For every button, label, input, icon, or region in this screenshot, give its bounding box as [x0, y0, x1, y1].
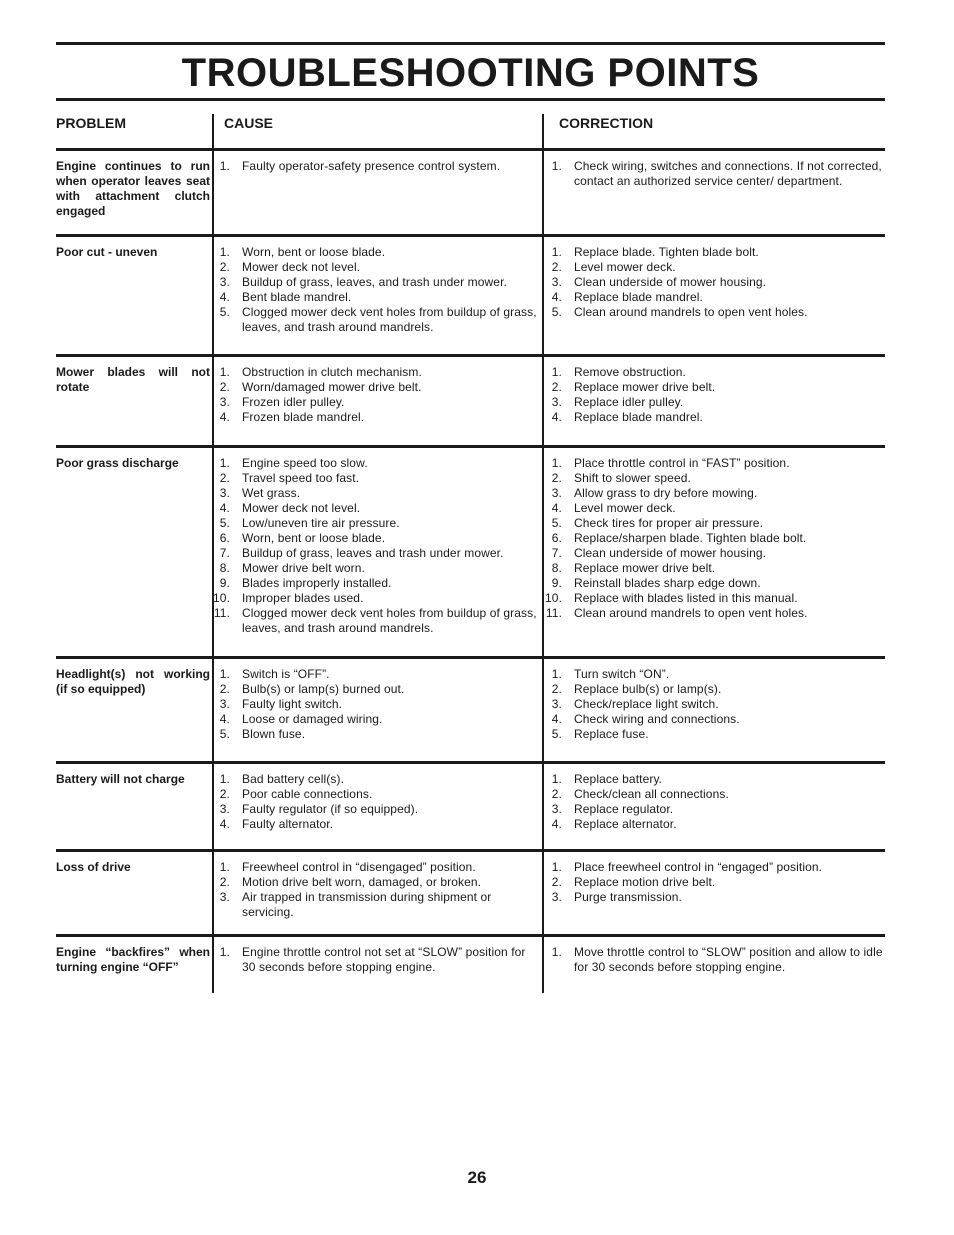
cause-item-text: Worn, bent or loose blade. [242, 531, 386, 545]
table-row [56, 659, 885, 761]
cause-item-text: Faulty alternator. [242, 817, 334, 831]
correction-item-text: Replace with blades listed in this manual. [574, 591, 798, 605]
correction-item-number: 3. [551, 486, 562, 500]
cause-item-number: 1. [219, 945, 230, 959]
cause-item [208, 260, 542, 275]
correction-list [540, 245, 885, 320]
cause-item [208, 697, 542, 712]
problem-text: Loss of drive [56, 860, 131, 874]
cause-item-number: 3. [219, 697, 230, 711]
correction-item-text: Replace mower drive belt. [574, 561, 716, 575]
problem-cell [56, 357, 212, 445]
cause-cell [212, 237, 542, 354]
correction-item [540, 260, 885, 275]
table-row [56, 151, 885, 234]
correction-cell [542, 357, 885, 445]
cause-item [208, 860, 542, 875]
cause-list [208, 667, 542, 742]
cause-item [208, 727, 542, 742]
cause-item [208, 606, 542, 636]
cause-item-number: 3. [219, 890, 230, 904]
cause-item-text: Bulb(s) or lamp(s) burned out. [242, 682, 405, 696]
correction-item-text: Replace alternator. [574, 817, 677, 831]
correction-item-text: Replace battery. [574, 772, 663, 786]
correction-item-number: 1. [551, 860, 562, 874]
correction-item-text: Place throttle control in “FAST” position. [574, 456, 790, 470]
cause-item-number: 6. [219, 531, 230, 545]
correction-item-number: 1. [551, 159, 562, 173]
correction-item [540, 945, 885, 975]
problem-text: Headlight(s) not working (if so equipped) [56, 667, 210, 696]
cause-item-text: Poor cable connections. [242, 787, 373, 801]
cause-item-number: 2. [219, 875, 230, 889]
correction-item-text: Replace fuse. [574, 727, 649, 741]
correction-item-number: 4. [551, 290, 562, 304]
page-number: 26 [467, 1168, 487, 1187]
cause-item-text: Worn, bent or loose blade. [242, 245, 386, 259]
cause-item-number: 1. [219, 456, 230, 470]
correction-list [540, 772, 885, 832]
cause-cell [212, 764, 542, 849]
cause-item-text: Buildup of grass, leaves and trash under mower. [242, 546, 504, 560]
table-header [56, 114, 885, 148]
cause-item-text: Frozen blade mandrel. [242, 410, 365, 424]
correction-item [540, 365, 885, 380]
cause-item-number: 3. [219, 275, 230, 289]
correction-cell [542, 852, 885, 934]
cause-cell [212, 659, 542, 761]
cause-cell [212, 357, 542, 445]
correction-cell [542, 237, 885, 354]
cause-item [208, 546, 542, 561]
correction-item-number: 11. [545, 606, 562, 620]
table-row [56, 357, 885, 445]
correction-item-number: 2. [551, 260, 562, 274]
troubleshooting-table [56, 114, 885, 993]
correction-item-number: 6. [551, 531, 562, 545]
correction-list [540, 945, 885, 975]
correction-item [540, 245, 885, 260]
table-row [56, 237, 885, 354]
correction-item [540, 727, 885, 742]
cause-item-number: 5. [219, 727, 230, 741]
cause-item-number: 5. [219, 305, 230, 319]
cause-item-text: Frozen idler pulley. [242, 395, 345, 409]
correction-item-number: 1. [551, 365, 562, 379]
cause-item-number: 2. [219, 380, 230, 394]
cause-item [208, 516, 542, 531]
cause-item-number: 5. [219, 516, 230, 530]
correction-item [540, 395, 885, 410]
correction-item-number: 1. [551, 772, 562, 786]
table-row [56, 852, 885, 934]
cause-item [208, 365, 542, 380]
correction-item [540, 531, 885, 546]
correction-item-text: Check/replace light switch. [574, 697, 719, 711]
correction-item-number: 5. [551, 305, 562, 319]
correction-item-text: Replace bulb(s) or lamp(s). [574, 682, 722, 696]
correction-cell [542, 937, 885, 993]
correction-item [540, 516, 885, 531]
correction-item-text: Replace mower drive belt. [574, 380, 716, 394]
correction-cell [542, 659, 885, 761]
title-bottom-rule [56, 98, 885, 101]
cause-list [208, 860, 542, 920]
cause-item-number: 4. [219, 712, 230, 726]
cause-cell [212, 852, 542, 934]
problem-text: Engine “backfires” when turning engine “OFF” [56, 945, 210, 974]
correction-item-text: Replace idler pulley. [574, 395, 684, 409]
correction-item-number: 8. [551, 561, 562, 575]
cause-item-number: 4. [219, 817, 230, 831]
problem-text: Battery will not charge [56, 772, 185, 786]
cause-item [208, 471, 542, 486]
correction-item [540, 546, 885, 561]
correction-list [540, 860, 885, 905]
correction-item-text: Turn switch “ON”. [574, 667, 670, 681]
cause-item-text: Loose or damaged wiring. [242, 712, 383, 726]
cause-item [208, 290, 542, 305]
correction-item-number: 3. [551, 395, 562, 409]
cause-item-number: 3. [219, 486, 230, 500]
cause-item [208, 531, 542, 546]
cause-item-text: Mower drive belt worn. [242, 561, 365, 575]
correction-item-number: 1. [551, 667, 562, 681]
correction-list [540, 667, 885, 742]
problem-cell [56, 659, 212, 761]
correction-item-text: Allow grass to dry before mowing. [574, 486, 758, 500]
correction-item [540, 456, 885, 471]
correction-item [540, 697, 885, 712]
cause-item-number: 1. [219, 772, 230, 786]
correction-item-number: 3. [551, 802, 562, 816]
cause-item [208, 772, 542, 787]
correction-item-number: 5. [551, 516, 562, 530]
cause-item-text: Bad battery cell(s). [242, 772, 345, 786]
cause-item-text: Switch is “OFF”. [242, 667, 330, 681]
cause-item-text: Worn/damaged mower drive belt. [242, 380, 422, 394]
cause-item [208, 576, 542, 591]
correction-item-number: 10. [545, 591, 562, 605]
correction-item-number: 2. [551, 787, 562, 801]
correction-item [540, 817, 885, 832]
correction-item-number: 3. [551, 697, 562, 711]
cause-item-number: 11. [213, 606, 230, 620]
cause-item-text: Faulty regulator (if so equipped). [242, 802, 419, 816]
cause-item [208, 486, 542, 501]
correction-cell [542, 151, 885, 234]
correction-item-text: Replace motion drive belt. [574, 875, 716, 889]
cause-item [208, 380, 542, 395]
correction-item [540, 787, 885, 802]
correction-item-text: Clean underside of mower housing. [574, 546, 767, 560]
correction-item-text: Check wiring, switches and connections. If not corrected, contact an authorized service center/ department. [574, 159, 882, 188]
cause-item [208, 945, 542, 975]
correction-cell [542, 764, 885, 849]
cause-cell [212, 448, 542, 656]
cause-item-text: Air trapped in transmission during shipment or servicing. [242, 890, 492, 919]
cause-cell [212, 937, 542, 993]
correction-item [540, 802, 885, 817]
correction-item-text: Level mower deck. [574, 501, 676, 515]
correction-item-number: 1. [551, 945, 562, 959]
correction-item-number: 4. [551, 501, 562, 515]
correction-item-text: Replace/sharpen blade. Tighten blade bolt. [574, 531, 807, 545]
header-problem: PROBLEM [56, 115, 126, 131]
correction-item-number: 1. [551, 245, 562, 259]
correction-item-number: 2. [551, 380, 562, 394]
cause-item-number: 1. [219, 159, 230, 173]
cause-item-number: 9. [219, 576, 230, 590]
correction-item-number: 3. [551, 890, 562, 904]
header-cause: CAUSE [212, 114, 542, 148]
cause-list [208, 772, 542, 832]
cause-item [208, 275, 542, 290]
cause-item [208, 875, 542, 890]
correction-item-text: Replace blade mandrel. [574, 410, 703, 424]
cause-item-text: Improper blades used. [242, 591, 364, 605]
correction-item [540, 305, 885, 320]
problem-cell [56, 764, 212, 849]
problem-cell [56, 448, 212, 656]
cause-item [208, 890, 542, 920]
correction-item [540, 712, 885, 727]
cause-item-number: 2. [219, 260, 230, 274]
problem-cell [56, 237, 212, 354]
correction-item [540, 290, 885, 305]
cause-item-number: 1. [219, 860, 230, 874]
cause-item-text: Freewheel control in “disengaged” position. [242, 860, 476, 874]
cause-item [208, 456, 542, 471]
title-top-rule [56, 42, 885, 45]
cause-item-text: Wet grass. [242, 486, 301, 500]
correction-item-text: Place freewheel control in “engaged” position. [574, 860, 823, 874]
correction-item [540, 410, 885, 425]
cause-item-number: 2. [219, 471, 230, 485]
correction-item [540, 275, 885, 290]
cause-item-number: 2. [219, 682, 230, 696]
correction-item [540, 486, 885, 501]
cause-item-text: Clogged mower deck vent holes from buildup of grass, leaves, and trash around mandrels. [242, 305, 537, 334]
cause-item-text: Mower deck not level. [242, 260, 361, 274]
correction-item [540, 576, 885, 591]
header-correction: CORRECTION [542, 114, 885, 148]
correction-list [540, 456, 885, 621]
correction-item [540, 501, 885, 516]
cause-item [208, 682, 542, 697]
problem-cell [56, 151, 212, 234]
cause-item-text: Blades improperly installed. [242, 576, 392, 590]
cause-cell [212, 151, 542, 234]
cause-item-text: Motion drive belt worn, damaged, or broken. [242, 875, 482, 889]
cause-item [208, 159, 542, 174]
correction-item-text: Check tires for proper air pressure. [574, 516, 764, 530]
cause-item-number: 7. [219, 546, 230, 560]
table-row [56, 448, 885, 656]
cause-item-text: Travel speed too fast. [242, 471, 360, 485]
cause-item-text: Buildup of grass, leaves, and trash under mower. [242, 275, 507, 289]
cause-item-number: 8. [219, 561, 230, 575]
cause-list [208, 159, 542, 174]
cause-item [208, 667, 542, 682]
cause-item [208, 395, 542, 410]
cause-item-number: 3. [219, 395, 230, 409]
correction-item [540, 380, 885, 395]
cause-item [208, 410, 542, 425]
correction-item [540, 890, 885, 905]
correction-item-number: 4. [551, 712, 562, 726]
problem-text: Mower blades will not rotate [56, 365, 210, 394]
correction-item-number: 3. [551, 275, 562, 289]
cause-item [208, 245, 542, 260]
correction-item-text: Move throttle control to “SLOW” position and allow to idle for 30 seconds before stopping engine. [574, 945, 883, 974]
correction-item-text: Clean underside of mower housing. [574, 275, 767, 289]
cause-list [208, 945, 542, 975]
correction-item-number: 4. [551, 410, 562, 424]
correction-item-number: 4. [551, 817, 562, 831]
cause-item-text: Clogged mower deck vent holes from buildup of grass, leaves, and trash around mandrels. [242, 606, 537, 635]
correction-item [540, 471, 885, 486]
cause-item-text: Bent blade mandrel. [242, 290, 352, 304]
correction-cell [542, 448, 885, 656]
correction-item [540, 159, 885, 189]
cause-list [208, 245, 542, 335]
correction-item-number: 9. [551, 576, 562, 590]
correction-item [540, 606, 885, 621]
cause-item-number: 10. [213, 591, 230, 605]
cause-item-text: Low/uneven tire air pressure. [242, 516, 400, 530]
cause-item [208, 787, 542, 802]
cause-item [208, 501, 542, 516]
correction-item [540, 561, 885, 576]
problem-text: Poor grass discharge [56, 456, 179, 470]
correction-item-text: Remove obstruction. [574, 365, 686, 379]
cause-item-number: 2. [219, 787, 230, 801]
cause-item-text: Obstruction in clutch mechanism. [242, 365, 422, 379]
cause-item-number: 1. [219, 667, 230, 681]
correction-item [540, 772, 885, 787]
cause-item-text: Engine throttle control not set at “SLOW” position for 30 seconds before stopping engine. [242, 945, 526, 974]
problem-cell [56, 937, 212, 993]
cause-item-number: 4. [219, 410, 230, 424]
correction-item-number: 1. [551, 456, 562, 470]
correction-list [540, 159, 885, 189]
cause-item [208, 305, 542, 335]
cause-item-number: 4. [219, 501, 230, 515]
correction-item-text: Replace blade mandrel. [574, 290, 703, 304]
cause-item-text: Blown fuse. [242, 727, 306, 741]
correction-item [540, 682, 885, 697]
correction-item [540, 591, 885, 606]
cause-item-number: 1. [219, 245, 230, 259]
cause-item-number: 3. [219, 802, 230, 816]
correction-item-number: 7. [551, 546, 562, 560]
correction-item-text: Clean around mandrels to open vent holes. [574, 606, 808, 620]
correction-item-text: Reinstall blades sharp edge down. [574, 576, 761, 590]
correction-item-text: Level mower deck. [574, 260, 676, 274]
cause-item-text: Faulty light switch. [242, 697, 343, 711]
page-title: TROUBLESHOOTING POINTS [181, 51, 760, 95]
correction-item-text: Replace blade. Tighten blade bolt. [574, 245, 759, 259]
cause-item-number: 1. [219, 365, 230, 379]
correction-item [540, 875, 885, 890]
cause-item [208, 712, 542, 727]
problem-text: Engine continues to run when operator leaves seat with attachment clutch engaged [56, 159, 210, 218]
cause-item-number: 4. [219, 290, 230, 304]
correction-item-number: 2. [551, 875, 562, 889]
table-row [56, 937, 885, 993]
correction-list [540, 365, 885, 425]
correction-item [540, 860, 885, 875]
table-row [56, 764, 885, 849]
problem-text: Poor cut - uneven [56, 245, 158, 259]
correction-item-number: 2. [551, 471, 562, 485]
correction-item-text: Clean around mandrels to open vent holes. [574, 305, 808, 319]
correction-item-text: Purge transmission. [574, 890, 682, 904]
correction-item-number: 5. [551, 727, 562, 741]
cause-item-text: Engine speed too slow. [242, 456, 368, 470]
correction-item-text: Shift to slower speed. [574, 471, 691, 485]
problem-cell [56, 852, 212, 934]
correction-item [540, 667, 885, 682]
cause-item [208, 817, 542, 832]
cause-list [208, 365, 542, 425]
cause-item [208, 591, 542, 606]
cause-item-text: Faulty operator-safety presence control system. [242, 159, 501, 173]
cause-item-text: Mower deck not level. [242, 501, 361, 515]
cause-list [208, 456, 542, 636]
correction-item-text: Replace regulator. [574, 802, 674, 816]
correction-item-text: Check wiring and connections. [574, 712, 740, 726]
correction-item-text: Check/clean all connections. [574, 787, 729, 801]
cause-item [208, 561, 542, 576]
cause-item [208, 802, 542, 817]
table-body [56, 148, 885, 993]
correction-item-number: 2. [551, 682, 562, 696]
